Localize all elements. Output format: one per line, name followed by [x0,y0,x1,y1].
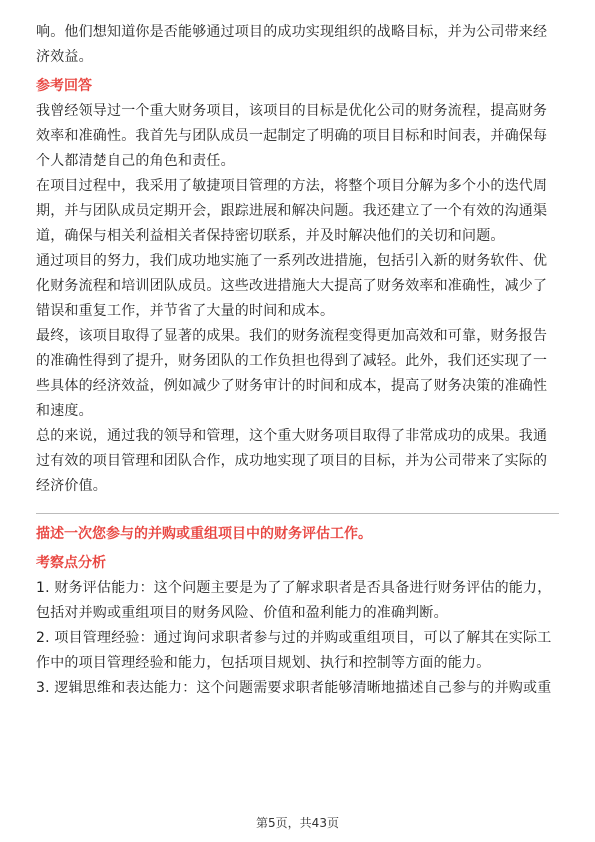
document-page [36,20,559,701]
answer-paragraph: 通过项目的努力，我们成功地实施了一系列改进措施，包括引入新的财务软件、优化财务流程和培训团队成员。这些改进措施大大提高了财务效率和准确性，减少了错误和重复工作，并节省了大量的时间和成本。 [36,253,548,319]
page-number: 第5页，共43页 [256,816,339,830]
intro-paragraph: 响。他们想知道你是否能够通过项目的成功实现组织的战略目标，并为公司带来经济效益。 [36,24,548,65]
answer-paragraph: 我曾经领导过一个重大财务项目，该项目的目标是优化公司的财务流程，提高财务效率和准确性。我首先与团队成员一起制定了明确的项目目标和时间表，并确保每个人都清楚自己的角色和责任。 [36,103,548,169]
answer-heading: 参考回答 [36,78,92,94]
answer-paragraph: 总的来说，通过我的领导和管理，这个重大财务项目取得了非常成功的成果。我通过有效的项目管理和团队合作，成功地实现了项目的目标，并为公司带来了实际的经济价值。 [36,428,548,494]
question-heading: 描述一次您参与的并购或重组项目中的财务评估工作。 [36,526,372,542]
answer-paragraph: 在项目过程中，我采用了敏捷项目管理的方法，将整个项目分解为多个小的迭代周期，并与团队成员定期开会，跟踪进展和解决问题。我还建立了一个有效的沟通渠道，确保与相关利益相关者保持密切联系，并及时解决他们的关切和问题。 [36,178,548,244]
analysis-item: 1. 财务评估能力：这个问题主要是为了了解求职者是否具备进行财务评估的能力，包括对并购或重组项目的财务风险、价值和盈利能力的准确判断。 [36,580,552,621]
analysis-heading: 考察点分析 [36,555,106,571]
section-divider [36,513,559,514]
answer-paragraph: 最终，该项目取得了显著的成果。我们的财务流程变得更加高效和可靠，财务报告的准确性得到了提升，财务团队的工作负担也得到了减轻。此外，我们还实现了一些具体的经济效益，例如减少了财务审计的时间和成本，提高了财务决策的准确性和速度。 [36,328,548,419]
analysis-list [36,576,559,701]
analysis-item: 2. 项目管理经验：通过询问求职者参与过的并购或重组项目，可以了解其在实际工作中的项目管理经验和能力，包括项目规划、执行和控制等方面的能力。 [36,630,552,671]
analysis-item: 3. 逻辑思维和表达能力：这个问题需要求职者能够清晰地描述自己参与的并购或重 [36,680,552,696]
answer-section [36,99,559,499]
